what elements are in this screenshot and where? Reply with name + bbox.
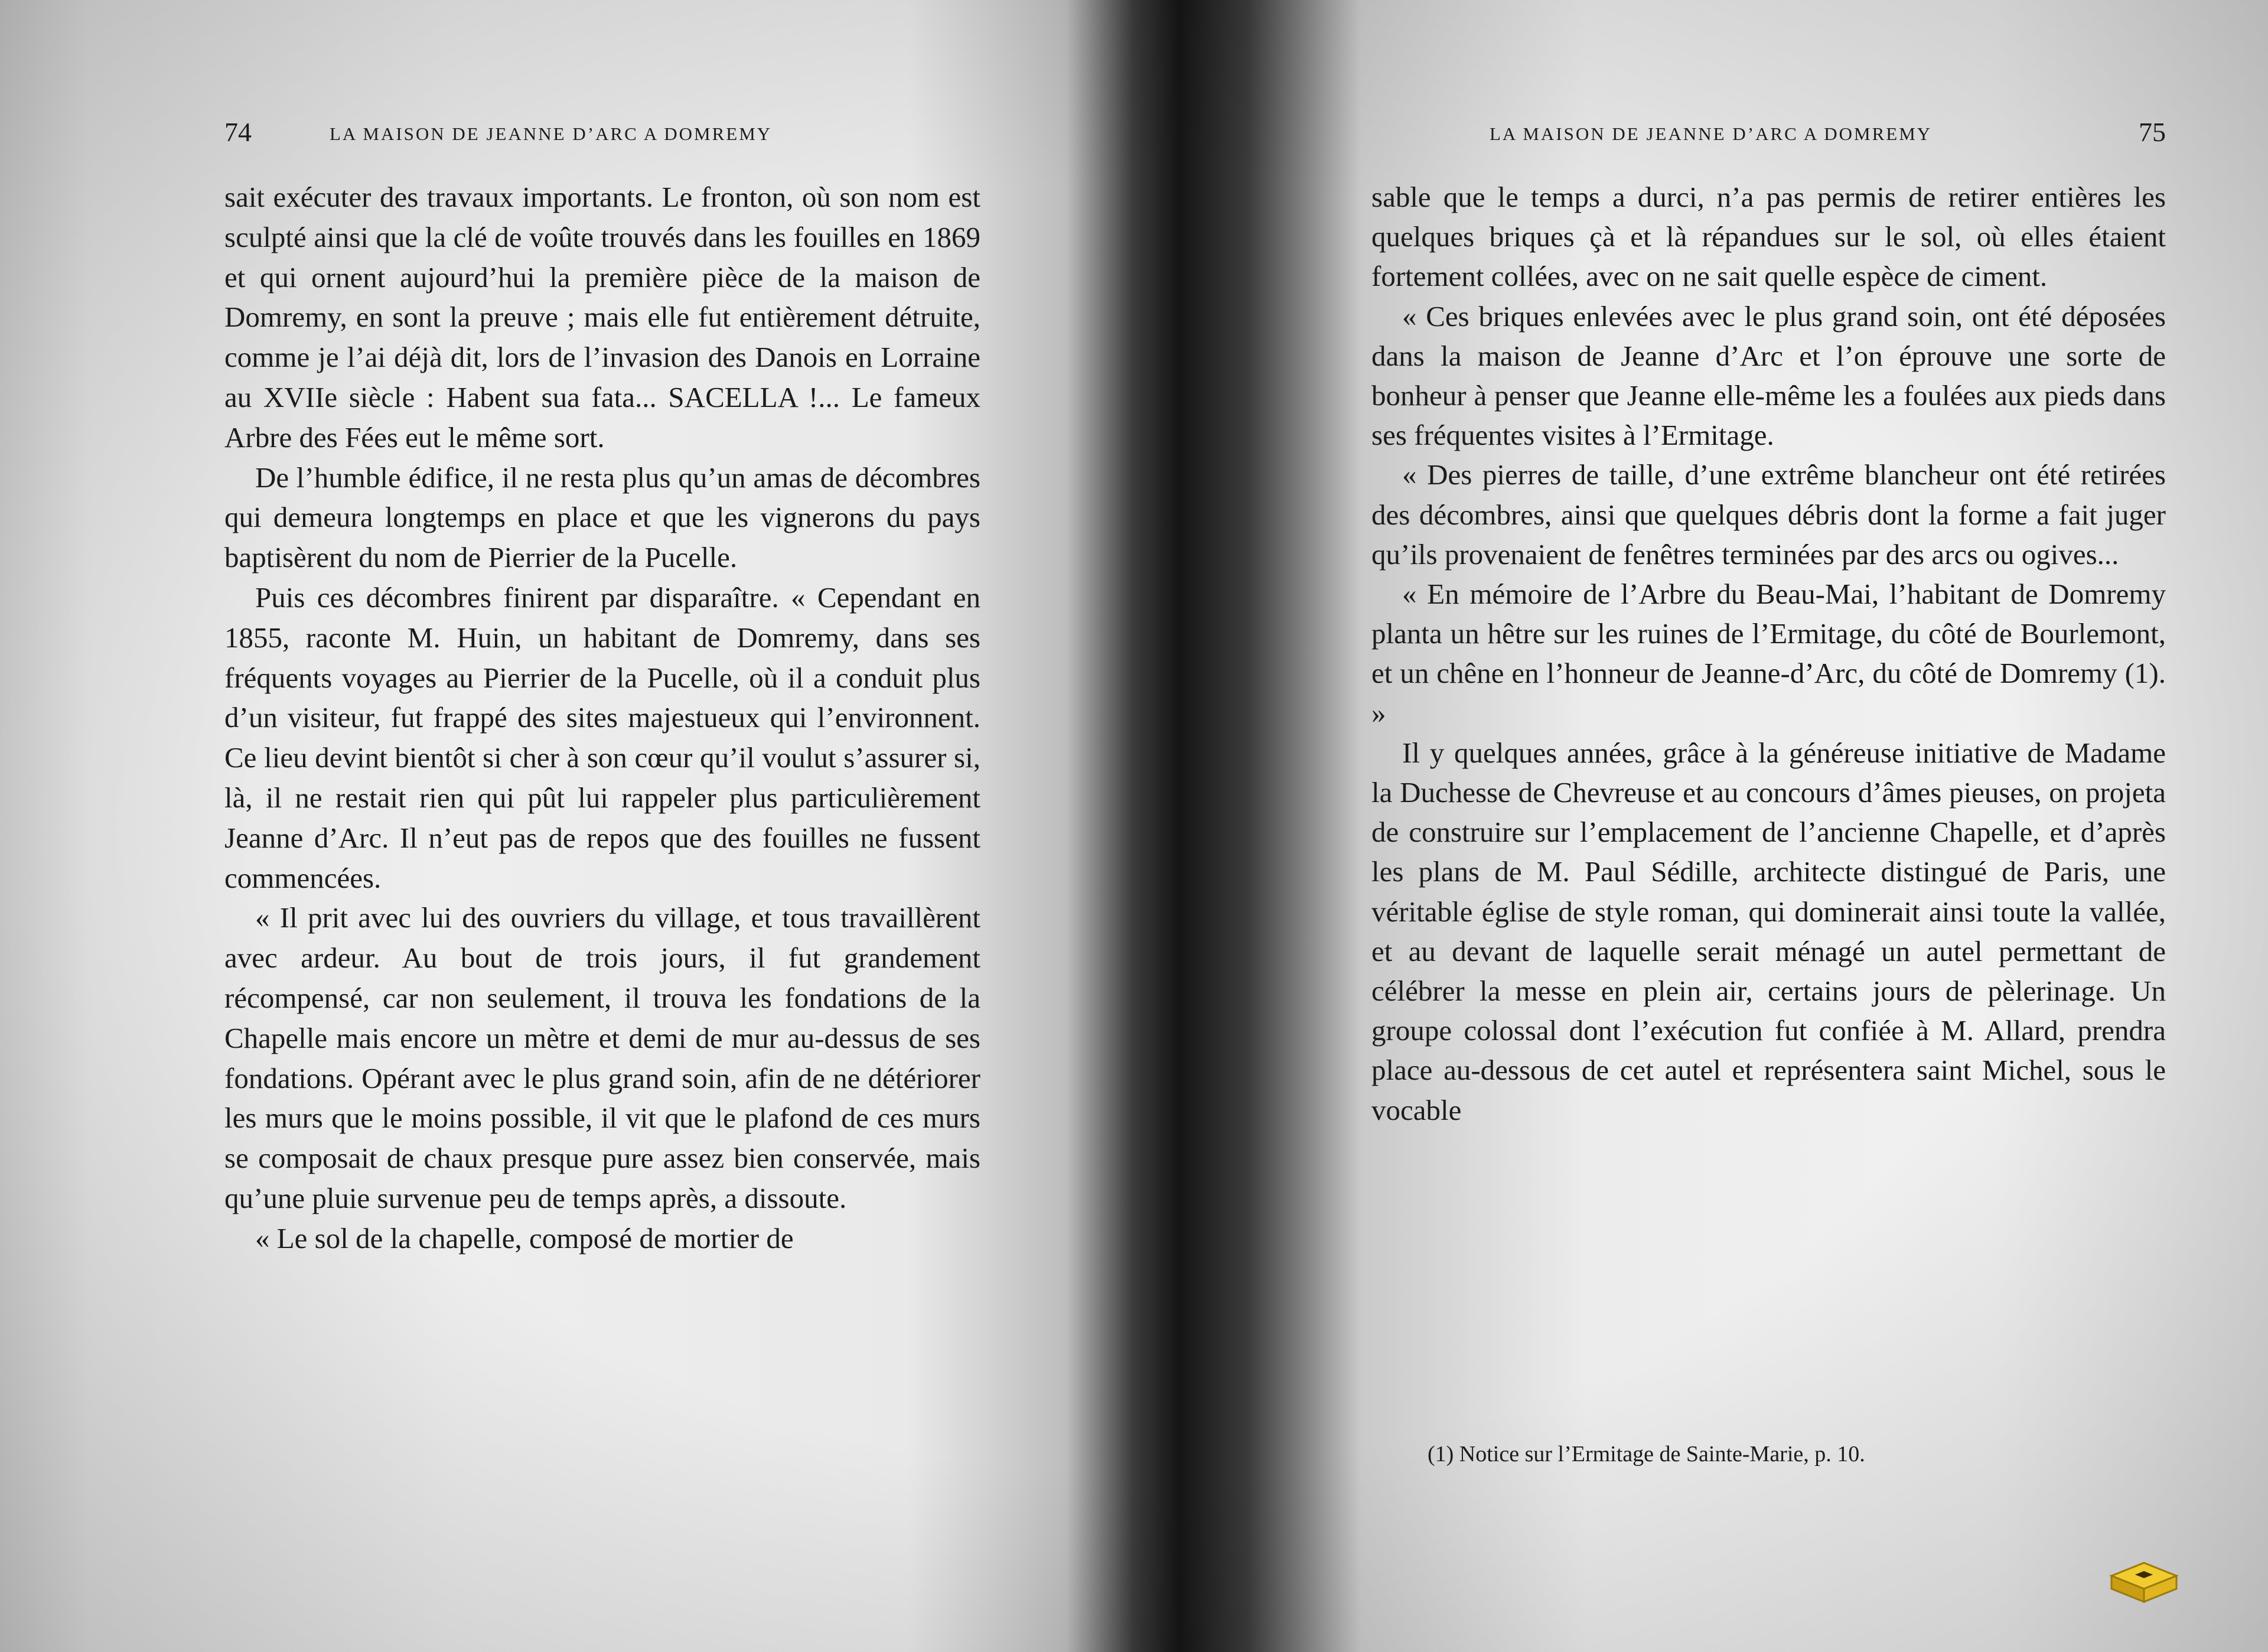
page-number-left: 74	[224, 117, 252, 147]
paragraph: « En mémoire de l’Arbre du Beau-Mai, l’habitant de Domremy planta un hêtre sur les ruines de l’Ermitage, du côté de Bourlemont, et un chêne en l’honneur de Jeanne-d’Arc, du côté de Domremy (1). »	[1371, 578, 2166, 729]
right-page	[1371, 0, 2166, 1652]
library-stamp-icon	[2100, 1558, 2188, 1607]
left-page-text	[224, 177, 980, 1259]
paragraph: « Le sol de la chapelle, composé de mortier de	[255, 1221, 794, 1255]
page-number-right: 75	[2139, 117, 2166, 147]
paragraph: « Des pierres de taille, d’une extrême blancheur ont été retirées des décombres, ainsi que quelques débris dont la forme a fait juger qu’ils provenaient de fenêtres terminées par des arcs ou ogives...	[1371, 458, 2166, 571]
paragraph: « Ces briques enlevées avec le plus grand soin, ont été déposées dans la maison de Jeanne d’Arc et l’on éprouve une sorte de bonheur à penser que Jeanne elle-même les a foulées aux pieds dans ses fréquentes visites à l’Ermitage.	[1371, 299, 2166, 452]
paragraph: « Il prit avec lui des ouvriers du village, et tous travaillèrent avec ardeur. Au bout de trois jours, il fut grandement récompensé, car non seulement, il trouva les fondations de la Chapelle mais encore un mètre et demi de mur au-dessus de ses fondations. Opérant avec le plus grand soin, afin de ne détériorer les murs que le moins possible, il vit que le plafond de ces murs se composait de chaux presque pure assez bien conservée, mais qu’une pluie survenue peu de temps après, a dissoute.	[224, 901, 980, 1214]
paragraph: De l’humble édifice, il ne resta plus qu’un amas de décombres qui demeura longtemps en place et que les vignerons du pays baptisèrent du nom de Pierrier de la Pucelle.	[224, 461, 980, 574]
running-title-left: LA MAISON DE JEANNE D’ARC A DOMREMY	[330, 123, 773, 144]
running-title-right: LA MAISON DE JEANNE D’ARC A DOMREMY	[1490, 123, 1933, 144]
paragraph: Il y quelques années, grâce à la généreuse initiative de Madame la Duchesse de Chevreuse et au concours d’âmes pieuses, on projeta de construire sur l’emplacement de l’ancienne Chapelle, et d’après les plans de M. Paul Sédille, architecte distingué de Paris, une véritable église de style roman, qui dominerait ainsi toute la vallée, et au devant de laquelle serait ménagé un autel permettant de célébrer la messe en plein air, certains jours de pèlerinage. Un groupe colossal dont l’exécution fut confiée à M. Allard, prendra place au-dessous de cet autel et représentera saint Michel, sous le vocable	[1371, 736, 2166, 1126]
footnote: (1) Notice sur l’Ermitage de Sainte-Marie, p. 10.	[1428, 1442, 1865, 1467]
paragraph: sait exécuter des travaux importants. Le fronton, où son nom est sculpté ainsi que la clé de voûte trouvés dans les fouilles en 1869 et qui ornent aujourd’hui la première pièce de la maison de Domremy, en sont la preuve ; mais elle fut entièrement détruite, comme je l’ai déjà dit, lors de l’invasion des Danois en Lorraine au XVIIe siècle : Habent sua fata... SACELLA !... Le fameux Arbre des Fées eut le même sort.	[224, 181, 980, 454]
paragraph: sable que le temps a durci, n’a pas permis de retirer entières les quelques briques çà et là répandues sur le sol, où elles étaient fortement collées, avec on ne sait quelle espèce de ciment.	[1371, 181, 2166, 293]
running-head-left	[224, 117, 980, 157]
running-head-right	[1371, 117, 2166, 157]
right-page-text	[1371, 177, 2166, 1130]
left-page	[224, 0, 980, 1652]
paragraph: Puis ces décombres finirent par disparaître. « Cependant en 1855, raconte M. Huin, un habitant de Domremy, dans ses fréquents voyages au Pierrier de la Pucelle, où il a conduit plus d’un visiteur, fut frappé des sites majestueux qui l’environnent. Ce lieu devint bientôt si cher à son cœur qu’il voulut s’assurer si, là, il ne restait rien qui pût lui rappeler plus particulièrement Jeanne d’Arc. Il n’eut pas de repos que des fouilles ne fussent commencées.	[224, 581, 980, 894]
